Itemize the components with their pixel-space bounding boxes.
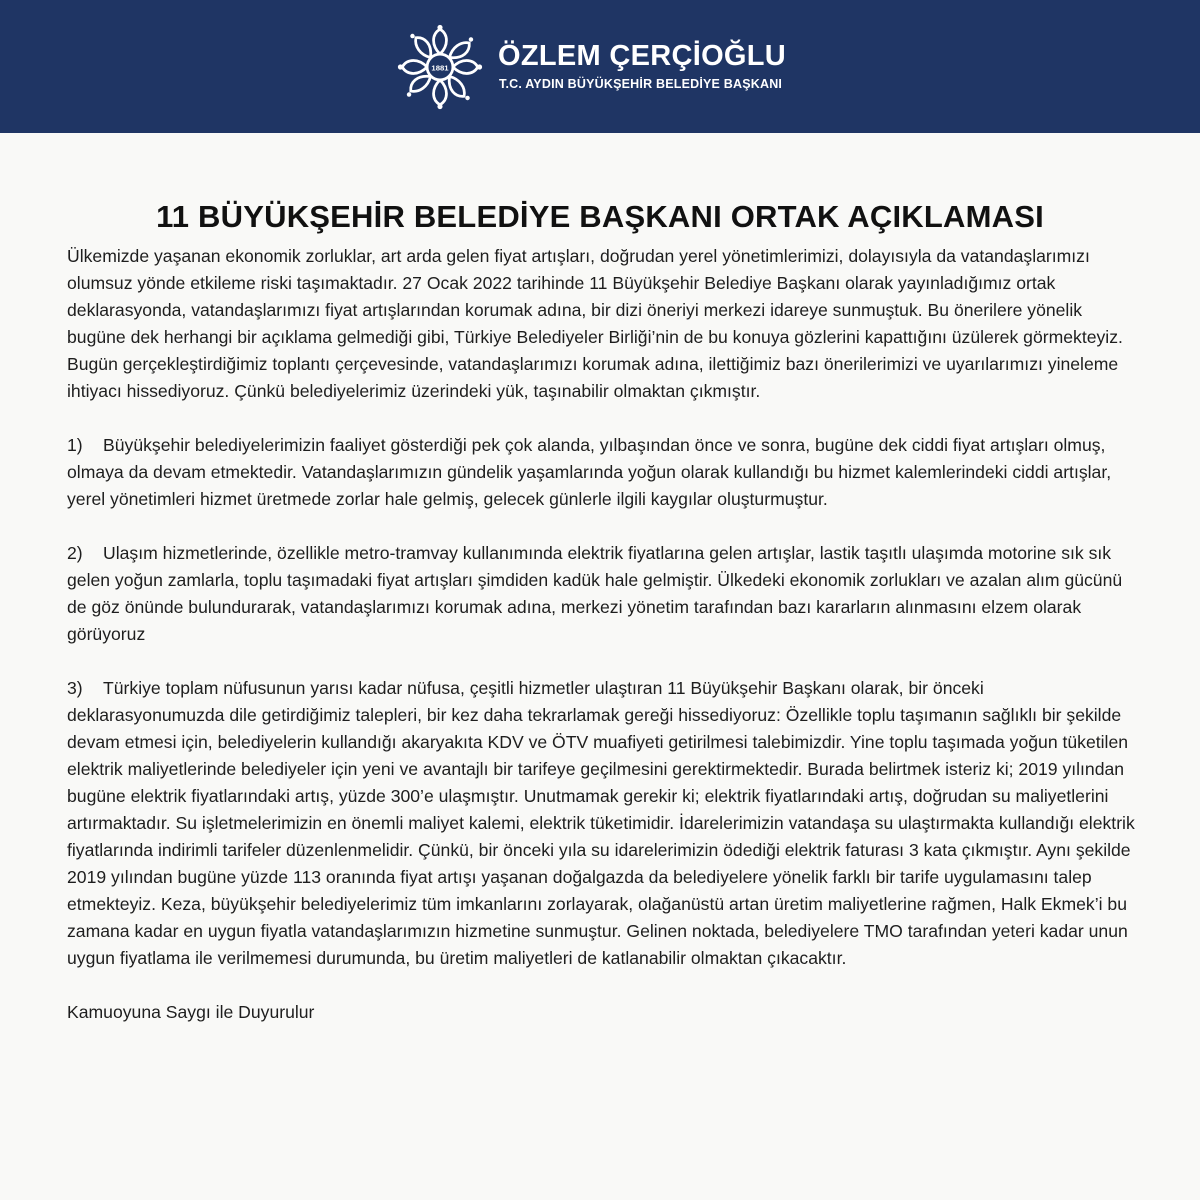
statement-body — [67, 243, 1142, 1026]
item-number: 1) — [67, 435, 83, 455]
emblem-year: 1881 — [431, 63, 449, 73]
item-text: Türkiye toplam nüfusunun yarısı kadar nüfusa, çeşitli hizmetler ulaştıran 11 Büyükşehir Başkanı olarak, bir önceki deklarasyonumuzda dile getirdiğimiz talepleri, bir kez daha tekrarlamak gereği hissediyoruz: Özellikle toplu taşımanın sağlıklı bir şekilde devam etmesi için, belediyelerin kullandığı akaryakıta KDV ve ÖTV muafiyeti getirilmesi talebimizdir. Yine toplu taşımada yoğun tüketilen elektrik maliyetlerinde belediyeler için yeni ve avantajlı bir tarifeye geçilmesini gerektirmektedir. Burada belirtmek isteriz ki; 2019 yılından bugüne elektrik fiyatlarındaki artış, yüzde 300’e ulaşmıştır. Unutmamak gerekir ki; elektrik fiyatlarındaki artış, doğrudan su maliyetlerini artırmaktadır. Su işletmelerimizin en önemli maliyet kalemi, elektrik tüketimidir. İdarelerimizin vatandaşa su ulaştırmakta kullandığı elektrik fiyatlarında indirimli tarifeler düzenlenmelidir. Çünkü, bir önceki yıla su idarelerimizin ödediği elektrik faturası 3 kata çıkmıştır. Aynı şekilde 2019 yılından bugüne yüzde 113 oranında fiyat artışı yaşanan doğalgazda da belediyelere yönelik farklı bir tarife uygulamasını talep etmekteyiz. Keza, büyükşehir belediyelerimiz tüm imkanlarını zorlayarak, olağanüstü artan üretim maliyetlerine rağmen, Halk Ekmek’i bu zamana kadar en uygun fiyatla vatandaşlarımızın hizmetine sunmuştur. Gelinen noktada, belediyelere TMO tarafından yeteri kadar unun uygun fiyatlama ile verilmemesi durumunda, bu üretim maliyetleri de katlanabilir olmaktan çıkacaktır. — [67, 678, 1135, 968]
intro-paragraph: Ülkemizde yaşanan ekonomik zorluklar, art arda gelen fiyat artışları, doğrudan yerel yönetimlerimizi, dolayısıyla da vatandaşlarımızı olumsuz yönde etkileme riski taşımaktadır. 27 Ocak 2022 tarihinde 11 Büyükşehir Belediye Başkanı olarak yayınladığımız ortak deklarasyonda, vatandaşlarımızı fiyat artışlarından korumak adına, bir dizi öneriyi merkezi idareye sunmuştuk. Bu önerilere yönelik bugüne dek herhangi bir açıklama gelmediği gibi, Türkiye Belediyeler Birliği’nin de bu konuya gözlerini kapattığını üzülerek görmekteyiz. Bugün gerçekleştirdiğimiz toplantı çerçevesinde, vatandaşlarımızı korumak adına, ilettiğimiz bazı önerilerimizi ve uyarılarımızı yineleme ihtiyacı hissediyoruz. Çünkü belediyelerimiz üzerindeki yük, taşınabilir olmaktan çıkmıştır. — [67, 246, 1123, 401]
item-number: 2) — [67, 543, 83, 563]
page-title: 11 BÜYÜKŞEHİR BELEDİYE BAŞKANI ORTAK AÇIKLAMASI — [156, 198, 1044, 234]
official-name: ÖZLEM ÇERÇİOĞLU — [498, 40, 787, 72]
list-item — [67, 540, 1142, 648]
list-item — [67, 675, 1142, 972]
closing-line: Kamuoyuna Saygı ile Duyurulur — [67, 1002, 315, 1022]
item-text: Büyükşehir belediyelerimizin faaliyet gösterdiği pek çok alanda, yılbaşından önce ve sonra, bugüne dek ciddi fiyat artışları olmuş, olmaya da devam etmektedir. Vatandaşlarımızın gündelik yaşamlarında yoğun olarak kullandığı bu hizmet kalemlerindeki ciddi artışlar, yerel yönetimleri hizmet üretmede zorlar hale gelmiş, gelecek günlerle ilgili kaygılar oluşturmuştur. — [67, 435, 1112, 509]
header-banner — [0, 0, 1200, 133]
list-item — [67, 432, 1142, 513]
item-number: 3) — [67, 678, 83, 698]
item-text: Ulaşım hizmetlerinde, özellikle metro-tramvay kullanımında elektrik fiyatlarına gelen artışlar, lastik taşıtlı ulaşımda motorine sık sık gelen yoğun zamlarla, toplu taşımadaki fiyat artışları şimdiden kadük hale gelmiştir. Ülkedeki ekonomik zorlukları ve azalan alım gücünü de göz önünde bulundurarak, vatandaşlarımızı korumak adına, merkezi yönetim tarafından bazı kararların alınmasını elzem olarak görüyoruz — [67, 543, 1123, 644]
official-title: T.C. AYDIN BÜYÜKŞEHİR BELEDİYE BAŞKANI — [499, 77, 783, 91]
aydin-municipality-emblem-icon — [397, 24, 483, 110]
